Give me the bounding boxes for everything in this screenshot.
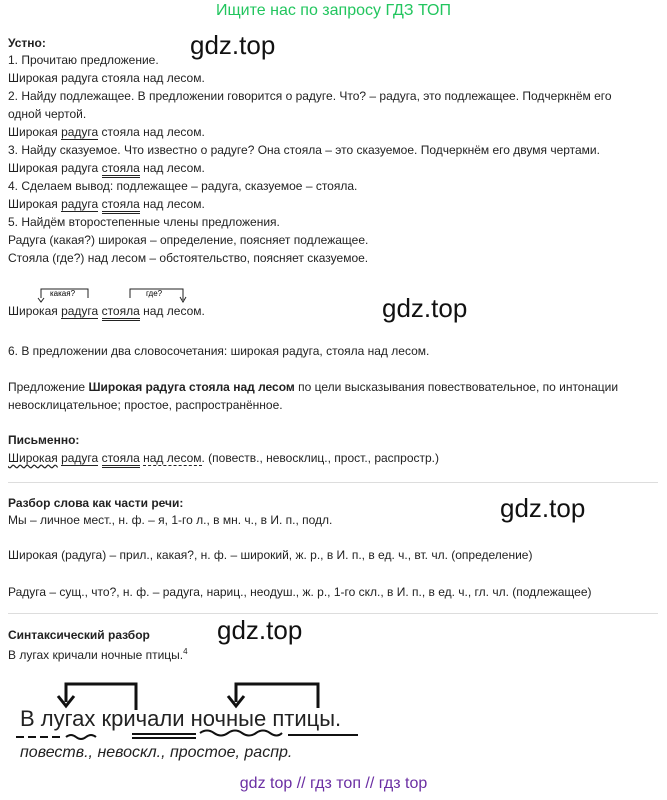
syntax-sentence: В лугах кричали ночные птицы.$^4$ bbox=[8, 647, 188, 662]
watermark: gdz.top bbox=[190, 30, 276, 60]
text-line: Радуга – сущ., что?, н. ф. – радуга, нариц., неодуш., ж. р., 1-го скл., в И. п., в ед. ч., гл. чл. (подлежащее) bbox=[8, 585, 592, 599]
section-heading-parts: Разбор слова как части речи: bbox=[8, 496, 184, 510]
question-label: какая? bbox=[50, 289, 76, 298]
watermark: gdz.top bbox=[382, 293, 468, 323]
watermark: gdz.top bbox=[500, 493, 586, 523]
watermark: gdz.top bbox=[217, 615, 303, 645]
text-line: 3. Найду сказуемое. Что известно о радуге? Она стояла – это сказуемое. Подчеркнём его двумя чертами. bbox=[8, 143, 600, 157]
text-line: Широкая радуга стояла над лесом. bbox=[8, 71, 205, 85]
section-heading-syntax: Синтаксический разбор bbox=[8, 628, 150, 642]
text-line: 5. Найдём второстепенные члены предложения. bbox=[8, 215, 280, 229]
question-label: где? bbox=[146, 289, 163, 298]
syntax-note: повеств., невоскл., простое, распр. bbox=[20, 744, 293, 761]
text-line: Широкая (радуга) – прил., какая?, н. ф. – широкий, ж. р., в И. п., в ед. ч., вт. чл. (определение) bbox=[8, 548, 533, 562]
sentence-predicate-underlined: Широкая радуга стояла над лесом. bbox=[8, 159, 205, 177]
sentence-both-underlined: Широкая радуга стояла над лесом. bbox=[8, 195, 205, 213]
section-heading-oral: Устно: bbox=[8, 36, 46, 50]
text-line: 6. В предложении два словосочетания: широкая радуга, стояла над лесом. bbox=[8, 344, 430, 358]
text-line: 4. Сделаем вывод: подлежащее – радуга, сказуемое – стояла. bbox=[8, 179, 358, 193]
written-sentence: Широкая радуга стояла над лесом. (повеств., невосклиц., прост., распростр.) bbox=[8, 449, 439, 467]
text-line: Радуга (какая?) широкая – определение, поясняет подлежащее. bbox=[8, 233, 369, 247]
promo-banner: Ищите нас по запросу ГДЗ ТОП bbox=[216, 2, 451, 19]
text-line: Стояла (где?) над лесом – обстоятельство, поясняет сказуемое. bbox=[8, 251, 369, 265]
syntax-big-sentence: В лугах кричали ночные птицы. bbox=[20, 706, 342, 731]
summary-line: Предложение Широкая радуга стояла над лесом по цели высказывания повествовательное, по интонации bbox=[8, 380, 619, 394]
section-heading-written: Письменно: bbox=[8, 433, 80, 447]
sentence-subject-underlined: Широкая радуга стояла над лесом. bbox=[8, 125, 205, 139]
text-line: 2. Найду подлежащее. В предложении говорится о радуге. Что? – радуга, это подлежащее. Подчеркнём его bbox=[8, 89, 612, 103]
footer-links: gdz top // гдз топ // гдз top bbox=[239, 775, 428, 792]
text-line: Мы – личное мест., н. ф. – я, 1-го л., в мн. ч., в И. п., подл. bbox=[8, 513, 333, 527]
text-line: 1. Прочитаю предложение. bbox=[8, 53, 159, 67]
text-line: одной чертой. bbox=[8, 107, 87, 121]
diagram-sentence: Широкая радуга стояла над лесом. bbox=[8, 302, 205, 320]
summary-line-2: невосклицательное; простое, распространённое. bbox=[8, 398, 283, 412]
divider bbox=[8, 482, 658, 483]
divider bbox=[8, 613, 658, 614]
